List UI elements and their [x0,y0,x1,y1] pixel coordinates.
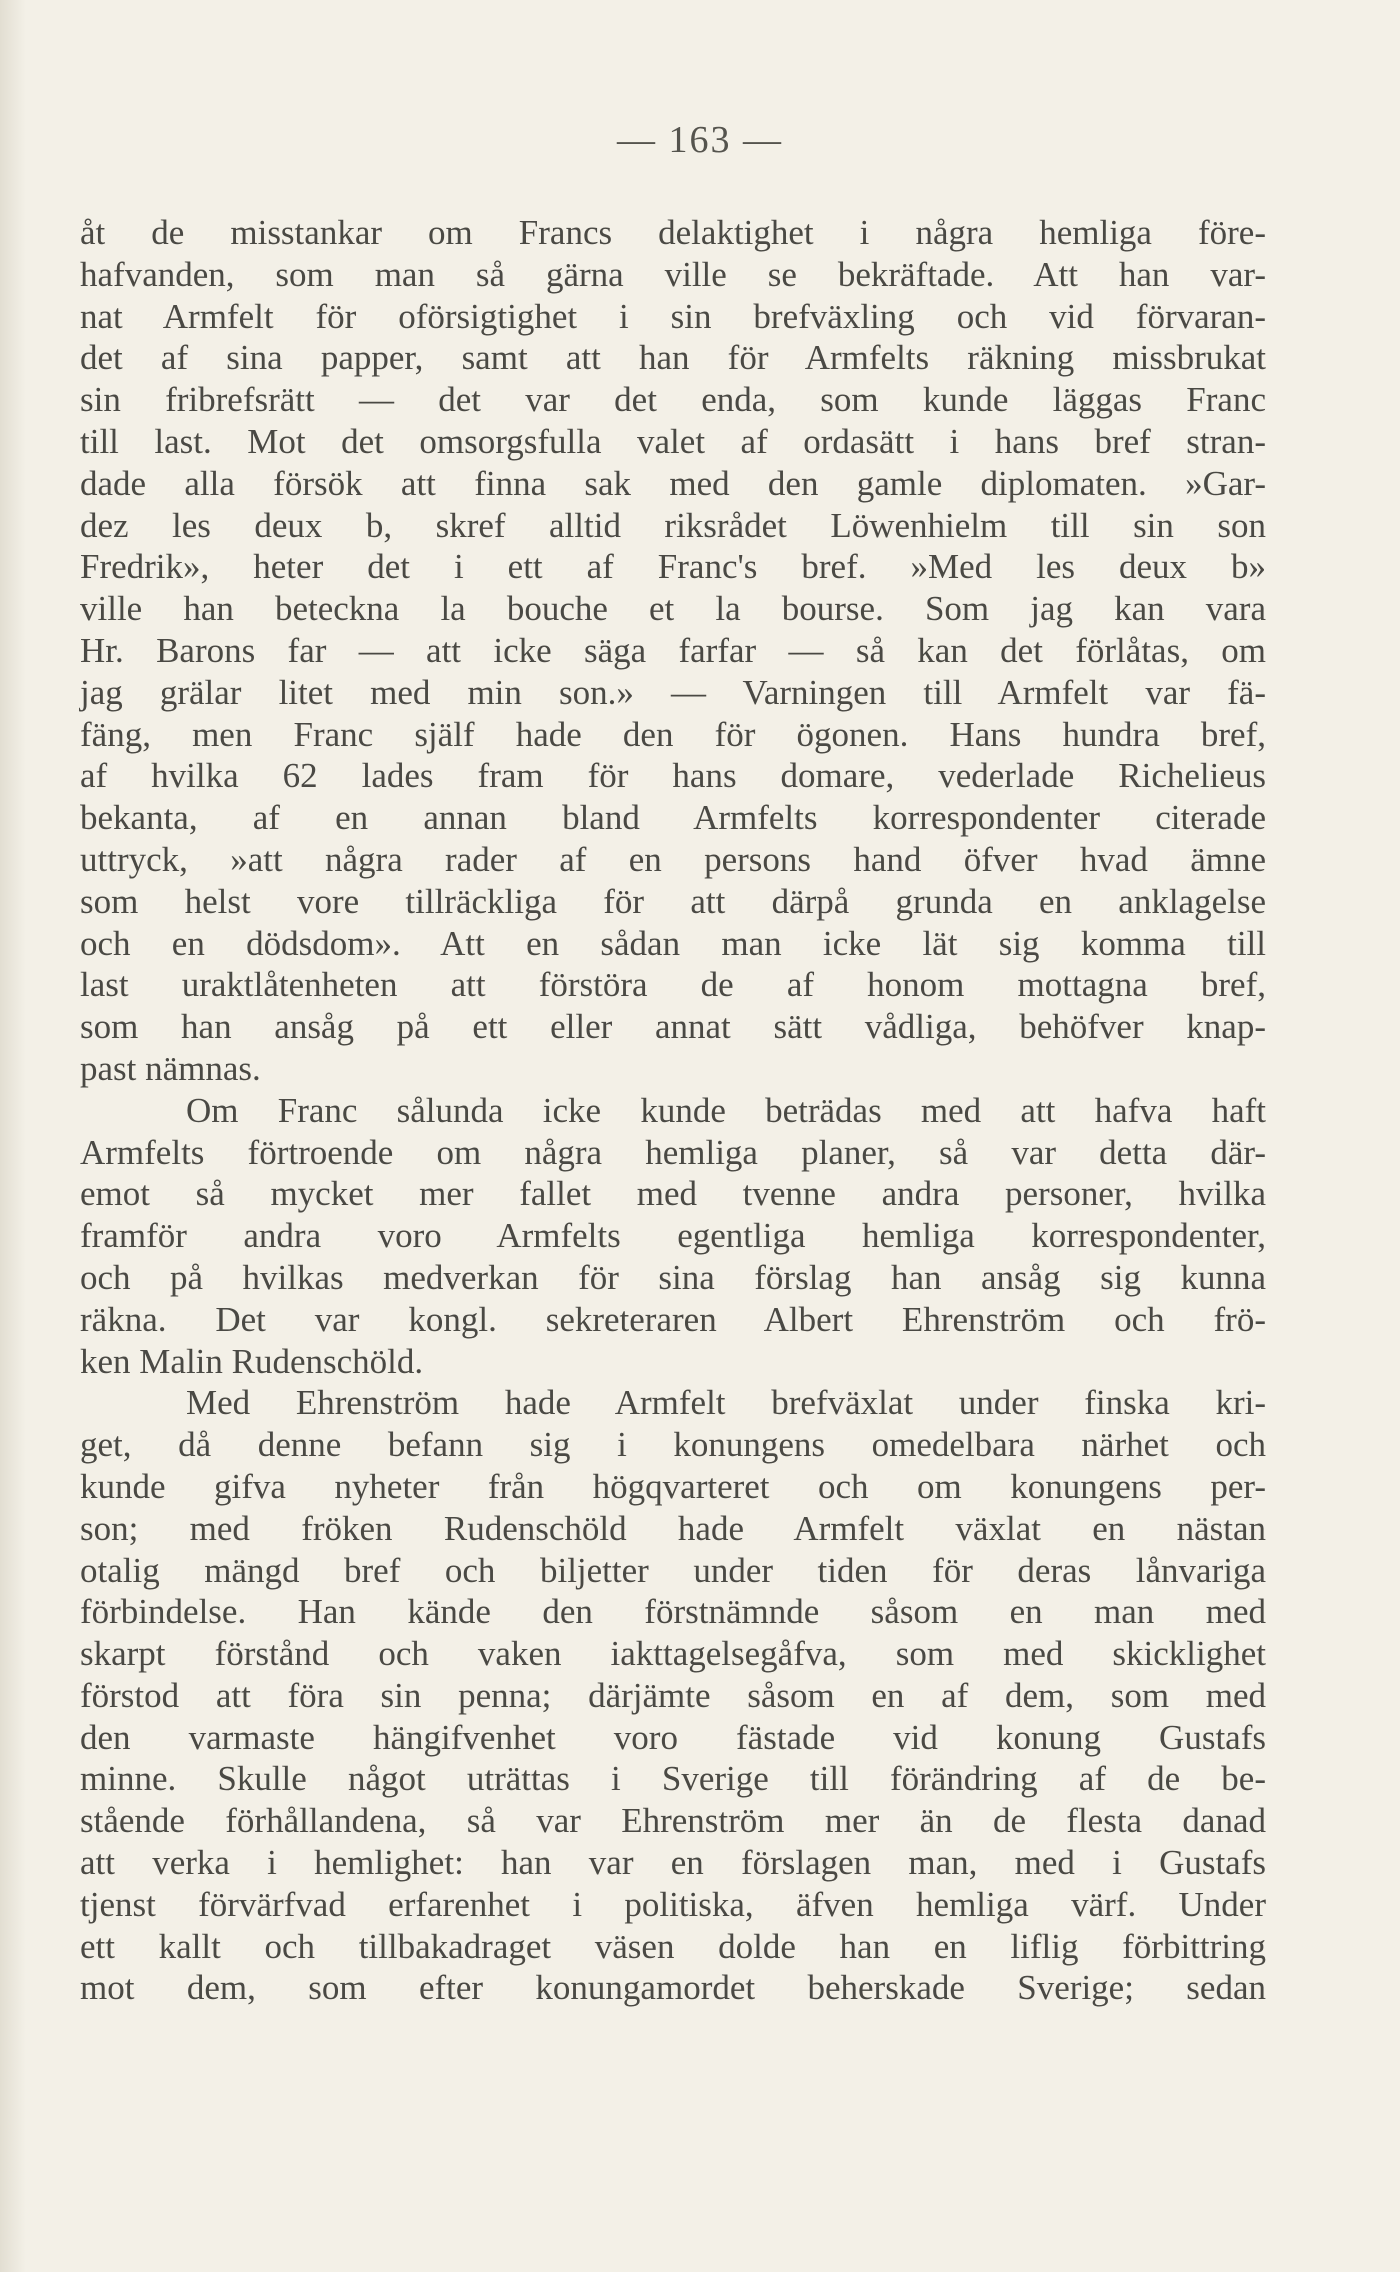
text-line: och på hvilkas medverkan för sina förslag han ansåg sig kunna [80,1257,1266,1297]
text-line: mot dem, som efter konungamordet beherskade Sverige; sedan [80,1968,1266,2008]
text-line: kunde gifva nyheter från högqvarteret och om konungens per- [80,1466,1266,1506]
text-line: Om Franc sålunda icke kunde beträdas med att hafva haft [186,1090,1266,1130]
text-line: tjenst förvärfvad erfarenhet i politiska, äfven hemliga värf. Under [80,1884,1266,1924]
text-line: åt de misstankar om Francs delaktighet i några hemliga före- [80,213,1266,252]
text-line: jag grälar litet med min son.» — Varningen till Armfelt var fä- [80,672,1266,712]
text-line: son; med fröken Rudenschöld hade Armfelt växlat en nästan [80,1508,1266,1548]
text-line: minne. Skulle något uträttas i Sverige till förändring af de be- [80,1759,1266,1799]
text-line: att verka i hemlighet: han var en förslagen man, med i Gustafs [80,1843,1266,1883]
page-gutter-shadow [0,0,26,2272]
text-line: hafvanden, som man så gärna ville se bekräftade. Att han var- [80,254,1266,294]
text-line: Hr. Barons far — att icke säga farfar — så kan det förlåtas, om [80,630,1266,670]
text-line: emot så mycket mer fallet med tvenne andra personer, hvilka [80,1174,1266,1214]
text-line: som helst vore tillräckliga för att därpå grunda en anklagelse [80,881,1266,921]
text-line: och en dödsdom». Att en sådan man icke lät sig komma till [80,923,1266,963]
text-line: förbindelse. Han kände den förstnämnde såsom en man med [80,1592,1266,1632]
text-line: uttryck, »att några rader af en persons hand öfver hvad ämne [80,839,1266,879]
text-line: Armfelts förtroende om några hemliga planer, så var detta där- [80,1132,1266,1172]
text-line: Med Ehrenström hade Armfelt brefväxlat under finska kri- [186,1383,1266,1423]
text-line: last uraktlåtenheten att förstöra de af honom mottagna bref, [80,965,1266,1005]
text-line: fäng, men Franc själf hade den för ögonen. Hans hundra bref, [80,714,1266,754]
text-line: skarpt förstånd och vaken iakttagelsegåfva, som med skicklighet [80,1634,1266,1674]
body-text [80,212,1266,2009]
text-line: get, då denne befann sig i konungens omedelbara närhet och [80,1425,1266,1465]
text-line: sin fribrefsrätt — det var det enda, som kunde läggas Franc [80,380,1266,420]
text-line: ken Malin Rudenschöld. [80,1341,424,1381]
text-line: dez les deux b, skref alltid riksrådet Löwenhielm till sin son [80,505,1266,545]
text-line: nat Armfelt för oförsigtighet i sin brefväxling och vid förvaran- [80,296,1266,336]
text-line: past nämnas. [80,1048,261,1088]
text-line: den varmaste hängifvenhet voro fästade vid konung Gustafs [80,1717,1266,1757]
text-line: bekanta, af en annan bland Armfelts korrespondenter citerade [80,798,1266,838]
text-line: till last. Mot det omsorgsfulla valet af ordasätt i hans bref stran- [80,421,1266,461]
text-line: ville han beteckna la bouche et la bourse. Som jag kan vara [80,589,1266,629]
text-line: förstod att föra sin penna; därjämte såsom en af dem, som med [80,1675,1266,1715]
text-line: räkna. Det var kongl. sekreteraren Albert Ehrenström och frö- [80,1299,1266,1339]
text-line: som han ansåg på ett eller annat sätt vådliga, behöfver knap- [80,1007,1266,1047]
text-line: det af sina papper, samt att han för Armfelts räkning missbrukat [80,338,1266,378]
text-line: Fredrik», heter det i ett af Franc's bref. »Med les deux b» [80,547,1266,587]
text-line: stående förhållandena, så var Ehrenström mer än de flesta danad [80,1801,1266,1841]
text-line: dade alla försök att finna sak med den gamle diplomaten. »Gar- [80,463,1266,503]
text-line: af hvilka 62 lades fram för hans domare, vederlade Richelieus [80,756,1266,796]
text-line: framför andra voro Armfelts egentliga hemliga korrespondenter, [80,1216,1266,1256]
page-number-header: — 163 — [617,119,783,161]
text-line: otalig mängd bref och biljetter under tiden för deras lånvariga [80,1550,1266,1590]
text-line: ett kallt och tillbakadraget väsen dolde han en liflig förbittring [80,1926,1266,1966]
